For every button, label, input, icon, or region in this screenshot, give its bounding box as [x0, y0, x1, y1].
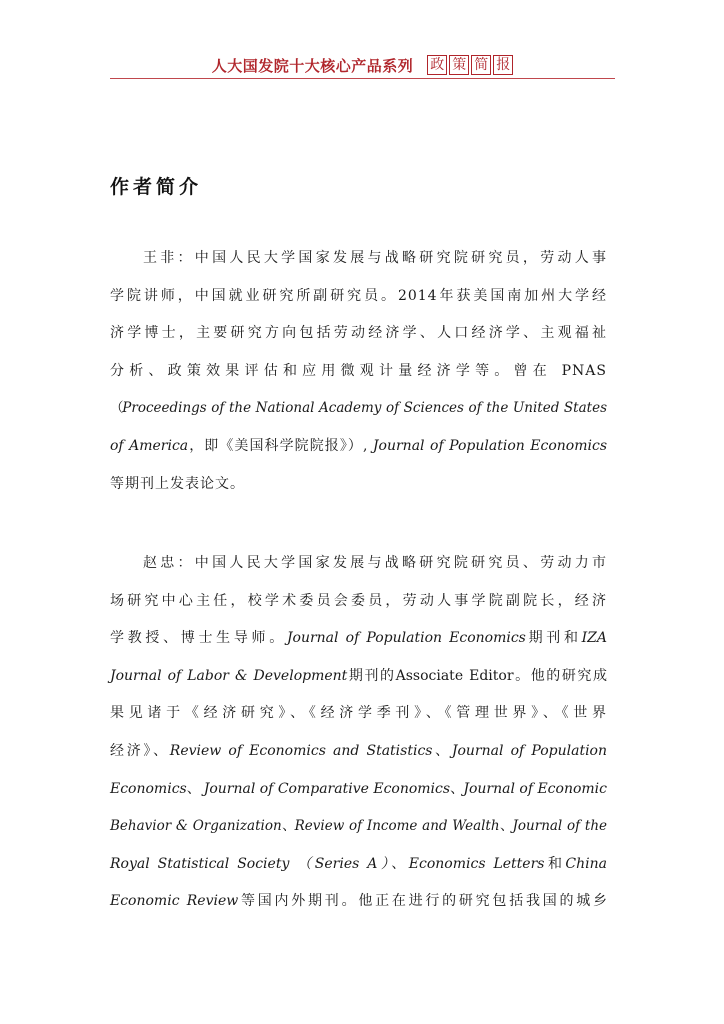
bio-line: 经济》、Review of Economics and Statistics、Journal of Population	[110, 742, 607, 759]
author-bio-wang-fei	[110, 240, 607, 503]
bio-line: 分析、政策效果评估和应用微观计量经济学等。曾在 PNAS	[110, 362, 607, 379]
bio-line: 济学博士，主要研究方向包括劳动经济学、人口经济学、主观福祉	[110, 325, 607, 342]
badge-char: 报	[493, 55, 513, 75]
badge-char: 简	[471, 55, 491, 75]
bio-line: 果见诸于《经济研究》、《经济学季刊》、《管理世界》、《世界	[110, 705, 607, 722]
bio-line: 场研究中心主任，校学术委员会委员，劳动人事学院副院长，经济	[110, 592, 607, 609]
bio-line: 赵忠：中国人民大学国家发展与战略研究院研究员、劳动力市	[143, 555, 607, 571]
badge-char: 政	[427, 55, 447, 75]
author-bio-zhao-zhong	[110, 545, 607, 921]
bio-line: Economics、 Journal of Comparative Economics、Journal of Economic	[110, 780, 607, 797]
policy-brief-badge	[427, 55, 513, 75]
bio-line: 学教授、博士生导师。Journal of Population Economics期刊和IZA	[110, 630, 608, 647]
section-title: 作者简介	[110, 176, 203, 198]
bio-line: 等期刊上发表论文。	[110, 475, 245, 492]
bio-line: Behavior & Organization、Review of Income and Wealth、Journal of the	[110, 818, 607, 835]
page-header	[110, 52, 615, 78]
bio-line: of America，即《美国科学院院报》）, Journal of Population Economics	[110, 437, 608, 454]
bio-line: Journal of Labor & Development期刊的Associate Editor。他的研究成	[110, 667, 608, 684]
header-divider	[110, 78, 615, 79]
bio-line: 王非：中国人民大学国家发展与战略研究院研究员，劳动人事	[143, 250, 607, 266]
bio-line: Economic Review等国内外期刊。他正在进行的研究包括我国的城乡	[110, 893, 608, 910]
bio-line: （Proceedings of the National Academy of Sciences of the United States	[110, 400, 607, 417]
badge-char: 策	[449, 55, 469, 75]
bio-line: Royal Statistical Society （Series A）、Economics Letters和China	[110, 855, 607, 872]
series-title: 人大国发院十大核心产品系列	[211, 56, 414, 75]
bio-line: 学院讲师，中国就业研究所副研究员。2014年获美国南加州大学经	[110, 287, 607, 304]
